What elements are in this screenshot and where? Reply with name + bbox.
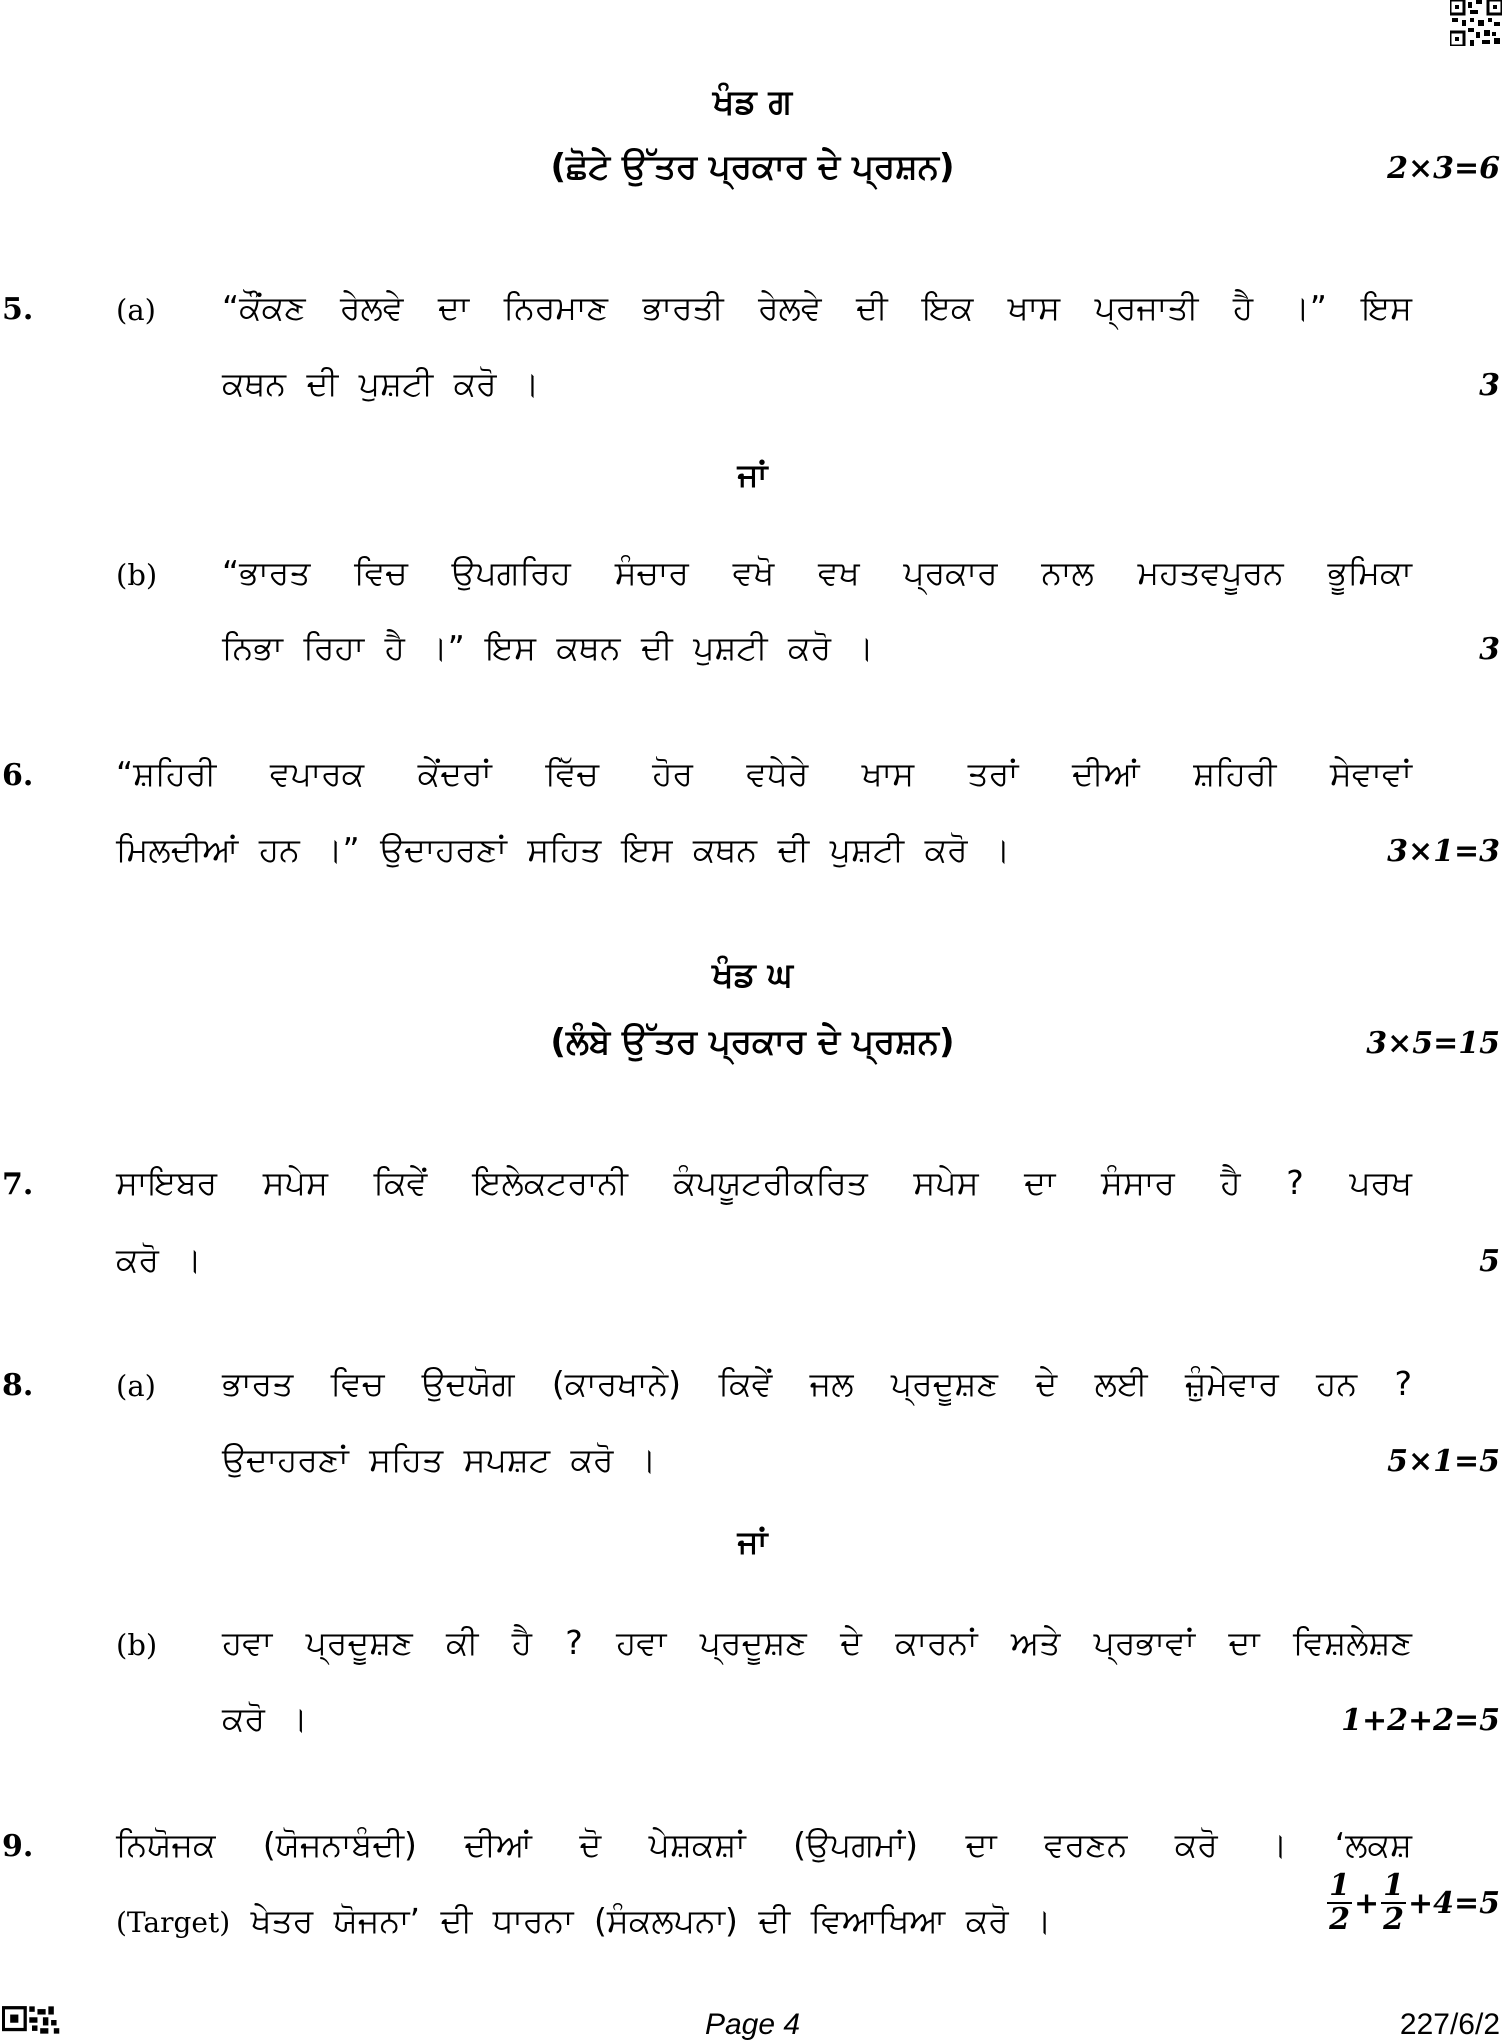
question-part-label: (a) [116,1369,156,1403]
section-d-subtitle: (ਲੰਬੇ ਉੱਤਰ ਪ੍ਰਕਾਰ ਦੇ ਪ੍ਰਸ਼ਨ) [550,1022,955,1062]
question-text: ਹਵਾ ਪ੍ਰਦੂਸ਼ਣ ਕੀ ਹੈ ? ਹਵਾ ਪ੍ਰਦੂਸ਼ਣ ਦੇ ਕਾਰਨਾਂ ਅਤੇ ਪ੍ਰਭਾਵਾਂ ਦਾ ਵਿਸ਼ਲੇਸ਼ਣ [222,1623,1412,1662]
paper-code: 227/6/2 [1399,2008,1500,2041]
question-text [116,1901,1051,1943]
question-number: 9. [2,1829,34,1864]
latin-term: (Target) [116,1906,231,1939]
section-d-marks: 3×5=15 [1366,1026,1500,1061]
question-number: 6. [2,758,34,793]
question-text: “ਕੌਂਕਣ ਰੇਲਵੇ ਦਾ ਨਿਰਮਾਣ ਭਾਰਤੀ ਰੇਲਵੇ ਦੀ ਇਕ ਖਾਸ ਪ੍ਰਜਾਤੀ ਹੈ ।” ਇਸ [222,288,1412,327]
question-text: ਕਰੋ । [222,1699,308,1738]
page-number: Page 4 [704,2008,801,2041]
question-text: ਨਿਯੋਜਕ (ਯੋਜਨਾਬੰਦੀ) ਦੀਆਂ ਦੋ ਪੇਸ਼ਕਸ਼ਾਂ (ਉਪਗਮਾਂ) ਦਾ ਵਰਣਨ ਕਰੋ । ‘ਲਕਸ਼ [116,1825,1412,1864]
section-d-title: ਖੰਡ ਘ [712,955,793,995]
or-divider: ਜਾਂ [737,456,768,494]
question-part-label: (a) [116,293,156,327]
marks: 5 [1479,1244,1500,1279]
question-part-label: (b) [116,1628,158,1662]
question-text: ਨਿਭਾ ਰਿਹਾ ਹੈ ।” ਇਸ ਕਥਨ ਦੀ ਪੁਸ਼ਟੀ ਕਰੋ । [222,628,874,667]
question-text: “ਭਾਰਤ ਵਿਚ ਉਪਗਰਿਹ ਸੰਚਾਰ ਵਖੋ ਵਖ ਪ੍ਰਕਾਰ ਨਾਲ ਮਹਤਵਪੂਰਨ ਭੂਮਿਕਾ [222,553,1412,592]
marks: 3×1=3 [1387,834,1500,869]
question-text: ਉਦਾਹਰਣਾਂ ਸਹਿਤ ਸਪਸ਼ਟ ਕਰੋ । [222,1440,657,1479]
question-number: 7. [2,1167,34,1202]
marks: $\frac{1}{2}$ + $\frac{1}{2}$ +4=5 [1329,1868,1500,1937]
or-divider: ਜਾਂ [737,1523,768,1561]
question-part-label: (b) [116,558,158,592]
qr-code-icon [1450,0,1502,46]
question-text: ਮਿਲਦੀਆਂ ਹਨ ।” ਉਦਾਹਰਣਾਂ ਸਹਿਤ ਇਸ ਕਥਨ ਦੀ ਪੁਸ਼ਟੀ ਕਰੋ । [116,830,1011,869]
question-number: 8. [2,1368,34,1403]
section-c-marks: 2×3=6 [1387,151,1500,186]
section-c-subtitle: (ਛੋਟੇ ਉੱਤਰ ਪ੍ਰਕਾਰ ਦੇ ਪ੍ਰਸ਼ਨ) [550,147,955,187]
question-text: ਕਥਨ ਦੀ ਪੁਸ਼ਟੀ ਕਰੋ । [222,364,540,403]
fraction: $\frac{1}{2}$ [1329,1868,1350,1937]
question-text: “ਸ਼ਹਿਰੀ ਵਪਾਰਕ ਕੇਂਦਰਾਂ ਵਿੱਚ ਹੋਰ ਵਧੇਰੇ ਖਾਸ ਤਰਾਂ ਦੀਆਂ ਸ਼ਹਿਰੀ ਸੇਵਾਵਾਂ [116,754,1412,793]
question-text: ਸਾਇਬਰ ਸਪੇਸ ਕਿਵੇਂ ਇਲੇਕਟਰਾਨੀ ਕੰਪਯੂਟਰੀਕਰਿਤ ਸਪੇਸ ਦਾ ਸੰਸਾਰ ਹੈ ? ਪਰਖ [116,1163,1412,1202]
question-number: 5. [2,292,34,327]
marks: 5×1=5 [1387,1444,1500,1479]
question-text: ਭਾਰਤ ਵਿਚ ਉਦਯੋਗ (ਕਾਰਖਾਨੇ) ਕਿਵੇਂ ਜਲ ਪ੍ਰਦੂਸ਼ਣ ਦੇ ਲਈ ਜ਼ੁੰਮੇਵਾਰ ਹਨ ? [222,1364,1412,1403]
marks: 3 [1479,632,1500,667]
marks: 3 [1479,368,1500,403]
fraction: $\frac{1}{2}$ [1383,1868,1404,1937]
question-text-continuation: ਖੇਤਰ ਯੋਜਨਾ’ ਦੀ ਧਾਰਨਾ (ਸੰਕਲਪਨਾ) ਦੀ ਵਿਆਖਿਆ ਕਰੋ । [250,1901,1052,1940]
section-c-title: ਖੰਡ ਗ [712,82,793,122]
question-text: ਕਰੋ । [116,1240,202,1279]
marks: 1+2+2=5 [1341,1703,1500,1738]
